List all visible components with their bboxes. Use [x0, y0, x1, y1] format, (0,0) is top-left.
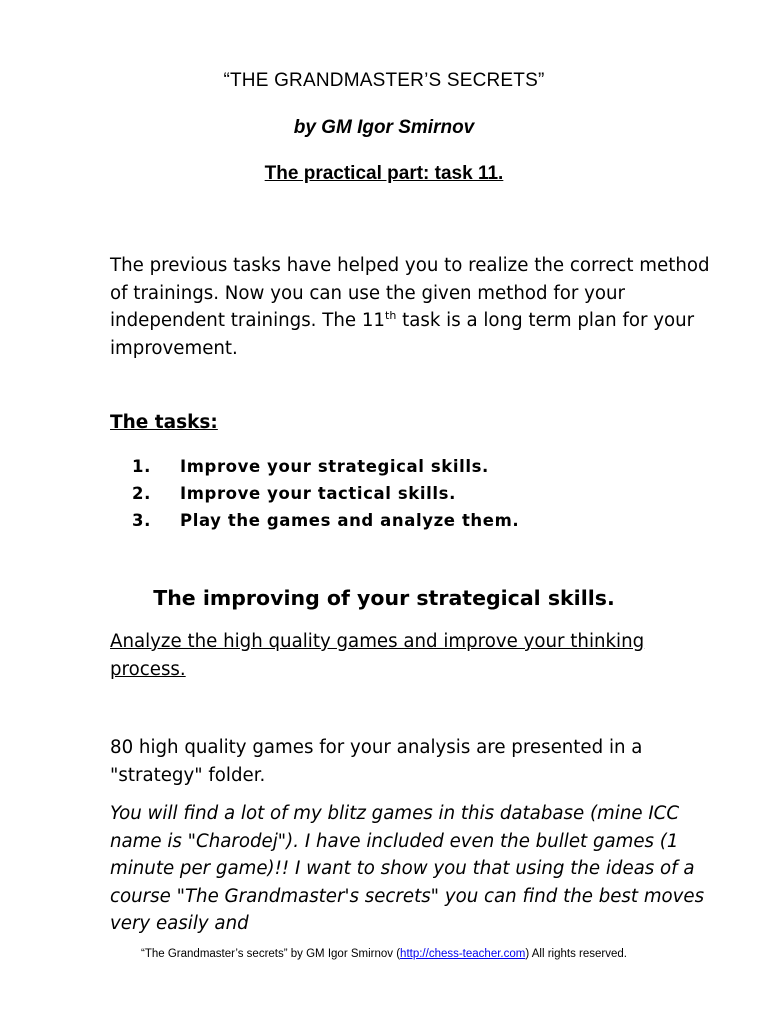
intro-superscript: th: [385, 309, 397, 322]
footer-link[interactable]: http://chess-teacher.com: [400, 948, 526, 960]
intro-text-end: task is a long term plan for your improvement.: [110, 310, 695, 359]
task-text: Improve your tactical skills.: [180, 484, 456, 503]
footer-suffix: ) All rights reserved.: [525, 948, 627, 960]
list-item: [132, 480, 519, 507]
analyze-paragraph: Analyze the high quality games and improve your thinking process.: [110, 631, 645, 680]
tasks-heading: The tasks:: [110, 412, 218, 433]
list-item: [132, 453, 519, 480]
task-text: Improve your strategical skills.: [180, 457, 489, 476]
list-item: [132, 507, 519, 534]
task-number: 1.: [132, 457, 151, 476]
task-list: [132, 453, 519, 534]
games-paragraph: 80 high quality games for your analysis are presented in a "strategy" folder.: [110, 737, 643, 786]
document-subtitle: The practical part: task 11.: [264, 163, 504, 184]
section-heading: The improving of your strategical skills.: [153, 586, 615, 610]
author-line: by GM Igor Smirnov: [293, 117, 475, 138]
page-footer: [0, 948, 768, 960]
footer-prefix: “The Grandmaster’s secrets” by GM Igor Smirnov (: [141, 948, 401, 960]
blitz-paragraph: You will find a lot of my blitz games in this database (mine ICC name is "Charodej"). I have included even the bullet games (1 minute per game)!! I want to show you that using the ideas of a course "The Grandmaster's secrets" you can find the best moves very easily and: [110, 803, 705, 934]
intro-text-start: The previous tasks have helped you to realize the correct method of trainings. Now you can use the given method for your independent trainings. The 11: [110, 255, 710, 331]
task-number: 2.: [132, 484, 151, 503]
document-title: “THE GRANDMASTER’S SECRETS”: [223, 70, 545, 91]
intro-paragraph: [110, 252, 720, 362]
task-text: Play the games and analyze them.: [180, 511, 520, 530]
task-number: 3.: [132, 511, 151, 530]
